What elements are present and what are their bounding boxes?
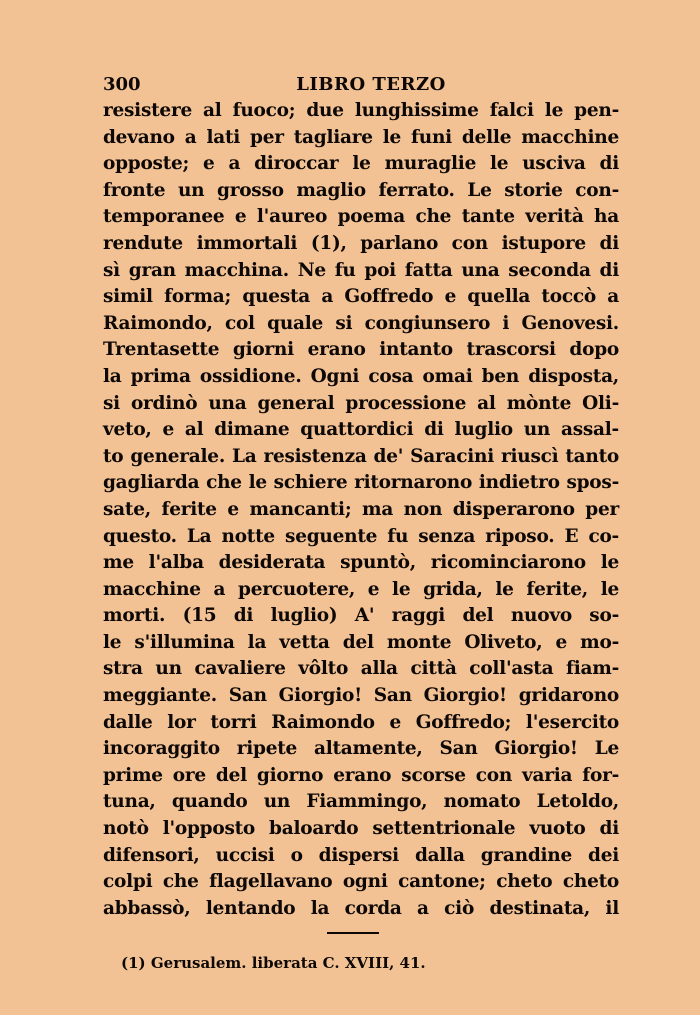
page-header [103, 72, 619, 98]
text-line: resistere al fuoco; due lunghissime falci le pen- [103, 100, 619, 121]
text-line: notò l'opposto baloardo settentrionale vuoto di [103, 818, 619, 840]
text-line: questo. La notte seguente fu senza riposo. E co- [103, 525, 619, 547]
text-line: le s'illumina la vetta del monte Oliveto, e mo- [103, 631, 619, 653]
text-line: simil forma; questa a Goffredo e quella toccò a [103, 286, 619, 308]
text-line: veto, e al dimane quattordici di luglio un assal- [103, 419, 619, 441]
running-title: LIBRO TERZO [296, 74, 446, 95]
text-line: to generale. La resistenza de' Saracini riuscì tanto [103, 445, 619, 467]
text-line: devano a lati per tagliare le funi delle macchine [103, 126, 619, 148]
footnote-divider [327, 932, 379, 934]
text-line: meggiante. San Giorgio! San Giorgio! gridarono [103, 685, 619, 707]
text-line: tuna, quando un Fiammingo, nomato Letoldo, [103, 791, 619, 813]
text-line: sate, ferite e mancanti; ma non disperarono per [103, 498, 619, 520]
text-line: me l'alba desiderata spuntò, ricominciarono le [103, 552, 619, 574]
text-line: dalle lor torri Raimondo e Goffredo; l'esercito [103, 711, 619, 733]
text-line: difensori, uccisi o dispersi dalla grandine dei [103, 844, 619, 866]
book-page [103, 72, 619, 1002]
footnote: (1) Gerusalem. liberata C. XVIII, 41. [121, 954, 426, 973]
text-line: Raimondo, col quale si congiunsero i Genovesi. [103, 312, 619, 334]
text-line: prime ore del giorno erano scorse con varia for- [103, 764, 619, 786]
text-line: si ordinò una general processione al mònte Oli- [103, 392, 619, 414]
text-line: macchine a percuotere, e le grida, le ferite, le [103, 578, 619, 600]
text-line: temporanee e l'aureo poema che tante verità ha [103, 206, 619, 228]
text-line: sì gran macchina. Ne fu poi fatta una seconda di [103, 259, 619, 281]
text-line: fronte un grosso maglio ferrato. Le storie con- [103, 179, 619, 201]
body-text [103, 98, 619, 922]
text-line: stra un cavaliere vôlto alla città coll'asta fiam- [103, 658, 619, 680]
text-line: abbassò, lentando la corda a ciò destinata, il [103, 897, 619, 919]
text-line: opposte; e a diroccar le muraglie le usciva di [103, 153, 619, 175]
text-line: incoraggito ripete altamente, San Giorgio! Le [103, 738, 619, 760]
text-line: la prima ossidione. Ogni cosa omai ben disposta, [103, 365, 619, 387]
page-number: 300 [103, 74, 141, 95]
text-line: gagliarda che le schiere ritornarono indietro spos- [103, 472, 619, 494]
text-line: rendute immortali (1), parlano con istupore di [103, 232, 619, 254]
text-line: morti. (15 di luglio) A' raggi del nuovo so- [103, 605, 619, 627]
text-line: colpi che flagellavano ogni cantone; cheto cheto [103, 871, 619, 893]
text-line: Trentasette giorni erano intanto trascorsi dopo [103, 339, 619, 361]
